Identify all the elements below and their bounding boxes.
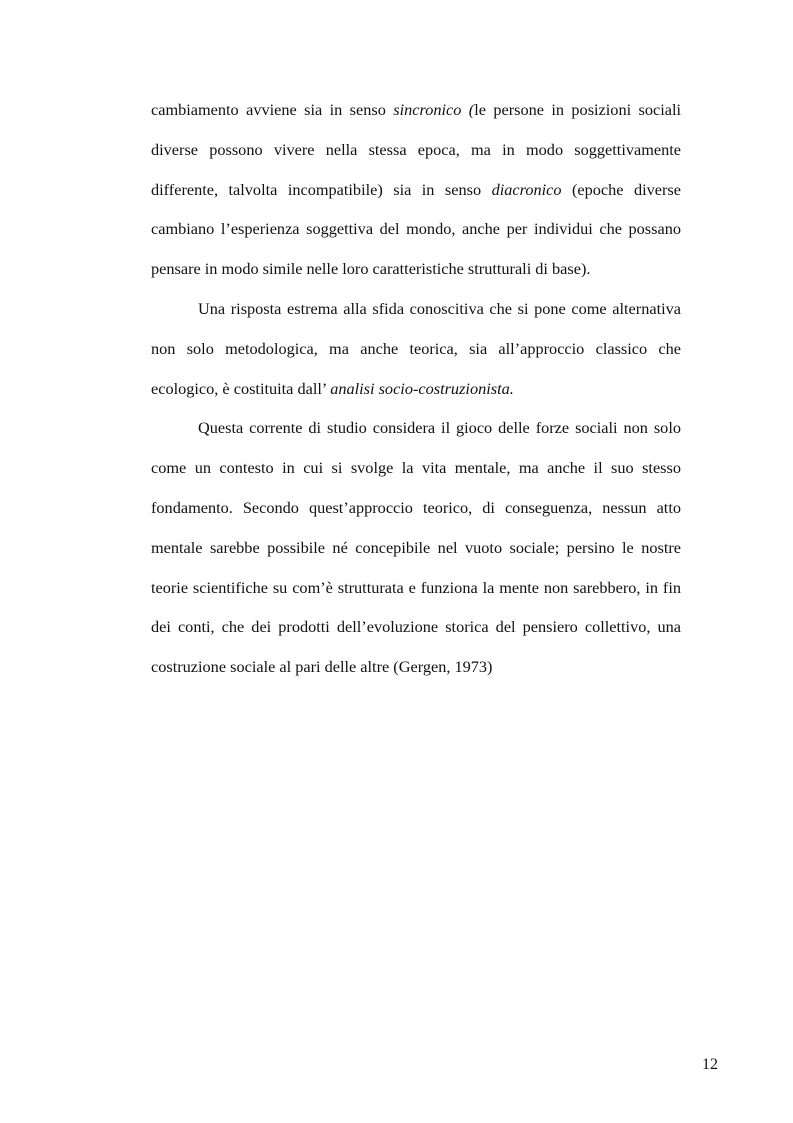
text-run: le persone in posizioni sociali diverse possono vivere nella stessa epoca, ma in modo soggettivamente differente, talvolta incompatibile) sia in senso	[151, 100, 682, 199]
italic-term: diacronico	[491, 179, 562, 199]
italic-term: analisi socio-costruzionista.	[330, 378, 514, 398]
paragraph	[151, 289, 681, 408]
body-text	[151, 90, 681, 687]
italic-term: sincronico (	[393, 100, 475, 119]
page-number: 12	[702, 1056, 718, 1073]
paragraph	[151, 408, 681, 687]
text-run: Una risposta estrema alla sfida conoscitiva che si pone come alternativa non solo metodologica, ma anche teorica, sia all’approccio classico che ecologico, è costituita dall’	[151, 298, 681, 398]
text-run: cambiamento avviene sia in senso	[151, 100, 394, 119]
text-run: (epoche diverse cambiano l’esperienza soggettiva del mondo, anche per individui che possano pensare in modo simile nelle loro caratteristiche strutturali di base).	[151, 179, 681, 279]
paragraph	[151, 90, 681, 289]
text-run: Questa corrente di studio considera il gioco delle forze sociali non solo come un contesto in cui si svolge la vita mentale, ma anche il suo stesso fondamento. Secondo quest’approccio teorico, di conseguenza, nessun atto mentale sarebbe possibile né concepibile nel vuoto sociale; persino le nostre teorie scientifiche su com’è strutturata e funziona la mente non sarebbero, in fin dei conti, che dei prodotti dell’evoluzione storica del pensiero collettivo, una costruzione sociale al pari delle altre (Gergen, 1973)	[151, 418, 681, 677]
